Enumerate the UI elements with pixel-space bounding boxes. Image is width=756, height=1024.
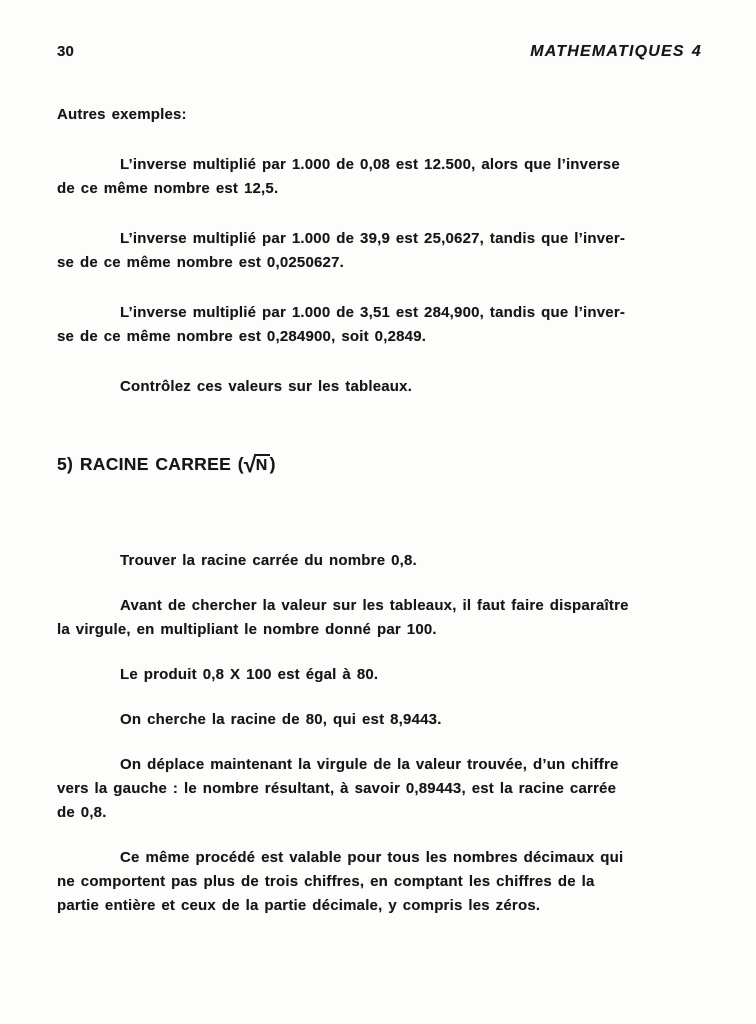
intro-line: Autres exemples:	[57, 106, 187, 123]
heading-text: )	[269, 454, 276, 474]
paragraph	[57, 375, 702, 399]
text-line: se de ce même nombre est 0,0250627.	[57, 254, 344, 271]
radical-sign: √	[243, 451, 257, 477]
paragraph	[57, 594, 702, 642]
paragraph	[57, 227, 702, 275]
paragraph	[57, 708, 702, 732]
text-line: Trouver la racine carrée du nombre 0,8.	[120, 552, 417, 569]
text-line: ne comportent pas plus de trois chiffres, en comptant les chiffres de la	[57, 873, 595, 890]
section-racine-carree-body	[57, 549, 702, 918]
paragraph	[57, 153, 702, 201]
text-line: Ce même procédé est valable pour tous les nombres décimaux qui	[120, 849, 624, 866]
paragraph	[57, 753, 702, 825]
running-title: MATHEMATIQUES 4	[530, 43, 702, 60]
text-line: L’inverse multiplié par 1.000 de 3,51 est 284,900, tandis que l’inver-	[120, 304, 626, 321]
square-root-icon	[243, 451, 270, 477]
text-line: se de ce même nombre est 0,284900, soit 0,2849.	[57, 328, 427, 345]
radicand-n: N	[255, 454, 270, 474]
paragraph	[57, 846, 702, 918]
text-line: L’inverse multiplié par 1.000 de 0,08 est 12.500, alors que l’inverse	[120, 156, 620, 173]
paragraph	[57, 301, 702, 349]
section-heading-racine-carree	[57, 451, 702, 477]
paragraph	[57, 549, 702, 573]
text-line: On déplace maintenant la virgule de la valeur trouvée, d’un chiffre	[120, 756, 619, 773]
text-line: la virgule, en multipliant le nombre donné par 100.	[57, 621, 437, 638]
text-line: de 0,8.	[57, 804, 107, 821]
text-line: Le produit 0,8 X 100 est égal à 80.	[120, 666, 379, 683]
text-line: Contrôlez ces valeurs sur les tableaux.	[120, 378, 413, 395]
paragraph	[57, 663, 702, 687]
section-inverse-examples	[57, 153, 702, 399]
heading-text: 5) RACINE CARREE (	[57, 454, 244, 474]
text-line: Avant de chercher la valeur sur les tableaux, il faut faire disparaître	[120, 597, 629, 614]
text-line: de ce même nombre est 12,5.	[57, 180, 279, 197]
text-line: On cherche la racine de 80, qui est 8,9443.	[120, 711, 442, 728]
text-line: partie entière et ceux de la partie décimale, y compris les zéros.	[57, 897, 541, 914]
page-header	[57, 40, 702, 64]
text-line: L’inverse multiplié par 1.000 de 39,9 est 25,0627, tandis que l’inver-	[120, 230, 626, 247]
text-line: vers la gauche : le nombre résultant, à savoir 0,89443, est la racine carrée	[57, 780, 617, 797]
page-number: 30	[57, 43, 75, 60]
